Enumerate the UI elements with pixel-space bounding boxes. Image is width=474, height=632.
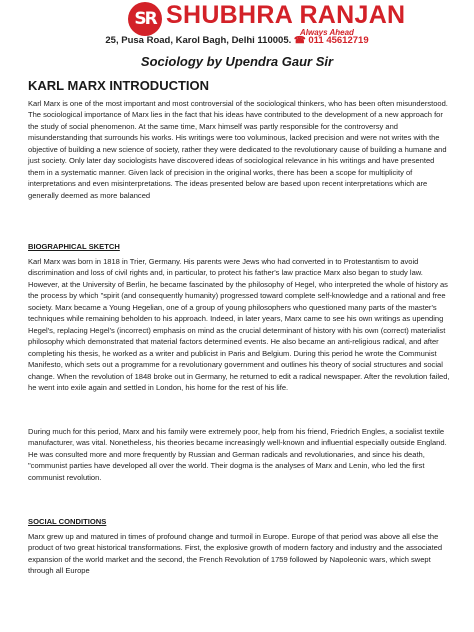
intro-paragraph: Karl Marx is one of the most important and most controversial of the sociological thinkers, who has been often misunderstood. The sociological importance of Marx lies in the fact that his ideas have contributed to the development of a new approach for the study of social phenomenon. At the same time, Marx himself was partly responsible for the controversy and misunderstanding that surrounds his works. His writings were too voluminous, lacked precision and were not writes with the objective of building a new science of society, rather they were dedicated to the revolutionary cause of building a humane and just society. Only later day sociologists have discovered ideas of sociological relevance in his writings and have presented them in a systematic manner. Given lack of precision in the original works, there has been a scope for multiplicity of interpretations and even misinterpretations. The ideas presented below are based upon recent interpretations which are generally deemed as more balanced bbox=[28, 99, 448, 200]
biography-paragraph-1: Karl Marx was born in 1818 in Trier, Germany. His parents were Jews who had converted in to Protestantism to avoid discrimination and loss of civil rights and, in particular, to protect his father's law practice Marx also began to study law. However, at the University of Berlin, he became fascinated by the philosophy of Hegel, who interpreted the whole of history as the process by which "spirit (and consequently humanity) progressed toward complete self-knowledge and a rational and free society. Marx became a Young Hegelian, one of a group of young philosophers who questioned many parts of the master's techniques while remaining beholden to his approach. Indeed, in later years, Marx came to see his own writings as upending Hegel's, replacing Hegel's (incorrect) emphasis on mind as the crucial determinant of history with his own (correct) materialist philosophy which demonstrated that material factors determined events. He also became an anti-religious radical, and after completing his thesis, he worked as a writer and publicist in Paris and Belgium. During this period he wrote the Communist Manifesto, which sets out a programme for a revolutionary government and outlines his theory of social structures and social change. When the revolution of 1848 broke out in Germany, he returned to edit a radical newspaper. After the revolution failed, he went into exile again and settled in London, his home for the rest of his life. bbox=[28, 257, 450, 392]
brand-name-part1: SHUBHRA bbox=[166, 1, 293, 29]
brand-name-part2: RANJAN bbox=[299, 1, 406, 29]
social-conditions-paragraph: Marx grew up and matured in times of profound change and turmoil in Europe. Europe of that period was above all else the product of two great historical transformations. First, the explosive growth of modern factory and industry and the associated expansion of the world market and the second, the French Revolution of 1759 followed by Napoleonic wars, which swept through all Europe bbox=[28, 532, 443, 576]
logo-letters: SR bbox=[134, 9, 156, 29]
phone-number: ☎ 011 45612719 bbox=[293, 35, 369, 46]
document-title: KARL MARX INTRODUCTION bbox=[28, 78, 210, 93]
author-line: Sociology by Upendra Gaur Sir bbox=[140, 54, 334, 69]
address-line bbox=[0, 35, 474, 46]
brand-logo-icon bbox=[128, 2, 162, 36]
biography-paragraph-2: During much for this period, Marx and his family were extremely poor, help from his friend, Friedrich Engles, a socialist textile manufacturer, was vital. Nonetheless, his theories became increasingly well-known and influential especially outside England. He was consulted more and more frequently by Russian and German radicals and revolutionaries, and since his death, "communist parties have developed all over the world. Their dogma is the analyses of Marx and Lenin, who led the first communist revolution. bbox=[28, 427, 447, 482]
brand-name bbox=[166, 1, 405, 30]
section-heading-biography: BIOGRAPHICAL SKETCH bbox=[28, 242, 120, 251]
letterhead bbox=[0, 0, 474, 50]
section-heading-social-conditions: SOCIAL CONDITIONS bbox=[28, 517, 107, 526]
brand-tagline: Always Ahead bbox=[300, 28, 354, 37]
address-text: 25, Pusa Road, Karol Bagh, Delhi 110005. bbox=[105, 35, 292, 46]
